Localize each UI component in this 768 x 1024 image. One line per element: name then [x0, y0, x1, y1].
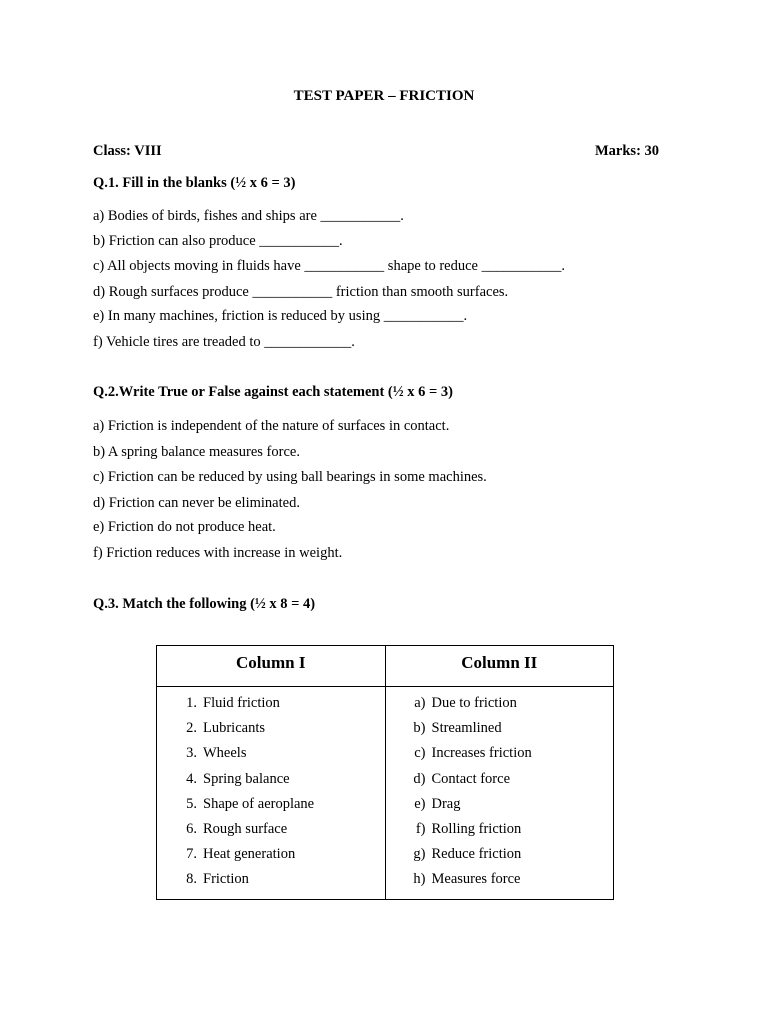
q1-item: a) Bodies of birds, fishes and ships are ___________.: [93, 208, 404, 224]
column-2-item: [386, 691, 614, 716]
item-text: Wheels: [203, 745, 247, 762]
item-text: Streamlined: [431, 720, 502, 737]
item-letter: h): [413, 871, 426, 888]
item-text: Contact force: [431, 770, 511, 787]
q1-heading: Q.1. Fill in the blanks (½ x 6 = 3): [93, 175, 296, 191]
column-2-header: Column II: [385, 646, 614, 687]
item-letter: e): [414, 795, 426, 812]
q2-item: b) A spring balance measures force.: [93, 444, 300, 460]
q2-item: a) Friction is independent of the nature of surfaces in contact.: [93, 418, 450, 434]
item-text: Increases friction: [431, 745, 532, 762]
item-letter: f): [415, 821, 426, 838]
item-text: Spring balance: [203, 770, 290, 787]
item-letter: g): [413, 846, 426, 863]
q3-heading: Q.3. Match the following (½ x 8 = 4): [93, 596, 316, 612]
item-number: 8.: [186, 871, 197, 888]
column-1-item: [157, 867, 385, 892]
match-table: [156, 645, 614, 900]
item-number: 7.: [186, 846, 197, 863]
item-text: Rough surface: [203, 821, 288, 838]
item-text: Due to friction: [431, 695, 517, 712]
q2-item: f) Friction reduces with increase in weight.: [93, 545, 343, 561]
column-1-item: [157, 691, 385, 716]
column-1-item: [157, 792, 385, 817]
item-text: Reduce friction: [431, 846, 522, 863]
item-text: Lubricants: [203, 720, 266, 737]
q1-item: b) Friction can also produce ___________.: [93, 233, 343, 249]
item-text: Fluid friction: [203, 695, 280, 712]
column-1-header: Column I: [157, 646, 386, 687]
item-text: Heat generation: [203, 846, 296, 863]
q2-item: e) Friction do not produce heat.: [93, 519, 276, 535]
item-text: Drag: [431, 795, 461, 812]
column-1-item: [157, 716, 385, 741]
q1-item: f) Vehicle tires are treaded to ____________.: [93, 334, 355, 350]
column-1-item: [157, 767, 385, 792]
column-2-item: [386, 741, 614, 766]
column-2-item: [386, 716, 614, 741]
column-2-item: [386, 867, 614, 892]
column-1-item: [157, 741, 385, 766]
item-letter: a): [414, 695, 426, 712]
column-2-list: [385, 687, 614, 900]
item-number: 6.: [186, 821, 197, 838]
column-2-item: [386, 817, 614, 842]
column-2-item: [386, 842, 614, 867]
column-1-item: [157, 817, 385, 842]
page-title: TEST PAPER – FRICTION: [293, 88, 475, 104]
marks-label: Marks: 30: [595, 143, 660, 159]
item-number: 1.: [186, 695, 197, 712]
class-label: Class: VIII: [93, 143, 162, 159]
item-number: 4.: [186, 770, 197, 787]
column-1-list: [157, 687, 386, 900]
item-number: 5.: [186, 795, 197, 812]
q2-heading: Q.2.Write True or False against each statement (½ x 6 = 3): [93, 384, 453, 400]
item-text: Rolling friction: [431, 821, 522, 838]
q1-item: e) In many machines, friction is reduced by using ___________.: [93, 308, 468, 324]
column-1-item: [157, 842, 385, 867]
q2-item: c) Friction can be reduced by using ball bearings in some machines.: [93, 469, 487, 485]
item-letter: b): [413, 720, 426, 737]
item-number: 3.: [186, 745, 197, 762]
item-text: Friction: [203, 871, 249, 888]
q2-item: d) Friction can never be eliminated.: [93, 495, 300, 511]
item-text: Shape of aeroplane: [203, 795, 315, 812]
q1-item: c) All objects moving in fluids have ___________ shape to reduce ___________.: [93, 258, 565, 274]
item-text: Measures force: [431, 871, 521, 888]
item-number: 2.: [186, 720, 197, 737]
column-2-item: [386, 767, 614, 792]
item-letter: d): [413, 770, 426, 787]
item-letter: c): [414, 745, 426, 762]
q1-item: d) Rough surfaces produce ___________ friction than smooth surfaces.: [93, 284, 509, 300]
column-2-item: [386, 792, 614, 817]
